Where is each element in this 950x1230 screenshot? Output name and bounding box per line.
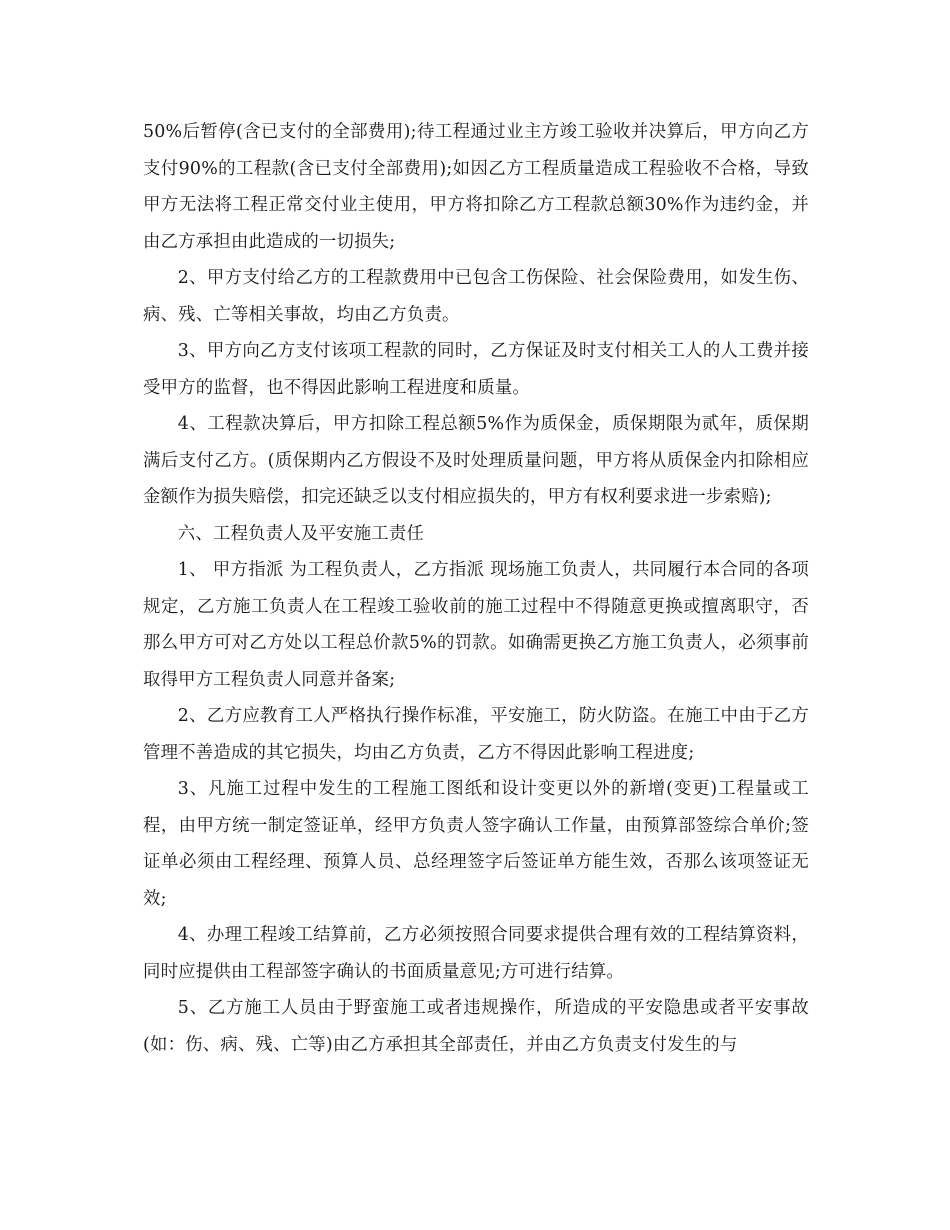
paragraph-4: 4、工程款决算后，甲方扣除工程总额5%作为质保金，质保期限为贰年，质保期满后支付乙方。(质保期内乙方假设不及时处理质量问题，甲方将从质保金内扣除相应金额作为损失赔偿，扣完还缺乏以支付相应损失的，甲方有权利要求进一步索赔); [143, 414, 809, 507]
paragraph-6-4: 4、办理工程竣工结算前，乙方必须按照合同要求提供合理有效的工程结算资料，同时应提供由工程部签字确认的书面质量意见;方可进行结算。 [143, 925, 809, 982]
paragraph-6-2: 2、乙方应教育工人严格执行操作标准，平安施工，防火防盗。在施工中由于乙方管理不善造成的其它损失，均由乙方负责，乙方不得因此影响工程进度; [143, 706, 809, 763]
paragraph-6-3: 3、凡施工过程中发生的工程施工图纸和设计变更以外的新增(变更)工程量或工程，由甲方统一制定签证单，经甲方负责人签字确认工作量，由预算部签综合单价;签证单必须由工程经理、预算人员、总经理签字后签证单方能生效，否那么该项签证无效; [143, 779, 809, 909]
section-heading-6: 六、工程负责人及平安施工责任 [177, 523, 425, 544]
paragraph-6-1: 1、 甲方指派 为工程负责人，乙方指派 现场施工负责人，共同履行本合同的各项规定，乙方施工负责人在工程竣工验收前的施工过程中不得随意更换或擅离职守，否那么甲方可对乙方处以工程总价款5%的罚款。如确需更换乙方施工负责人，必须事前取得甲方工程负责人同意并备案; [143, 560, 809, 690]
paragraph-2: 2、甲方支付给乙方的工程款费用中已包含工伤保险、社会保险费用，如发生伤、病、残、亡等相关事故，均由乙方负责。 [143, 268, 809, 325]
paragraph-1: 50%后暂停(含已支付的全部费用);待工程通过业主方竣工验收并决算后，甲方向乙方支付90%的工程款(含已支付全部费用);如因乙方工程质量造成工程验收不合格，导致甲方无法将工程正常交付业主使用，甲方将扣除乙方工程款总额30%作为违约金，并由乙方承担由此造成的一切损失; [143, 122, 809, 252]
paragraph-3: 3、甲方向乙方支付该项工程款的同时，乙方保证及时支付相关工人的人工费并接受甲方的监督，也不得因此影响工程进度和质量。 [143, 341, 809, 398]
document-body [143, 114, 809, 1063]
paragraph-6-5: 5、乙方施工人员由于野蛮施工或者违规操作，所造成的平安隐患或者平安事故(如：伤、病、残、亡等)由乙方承担其全部责任，并由乙方负责支付发生的与 [143, 998, 809, 1055]
